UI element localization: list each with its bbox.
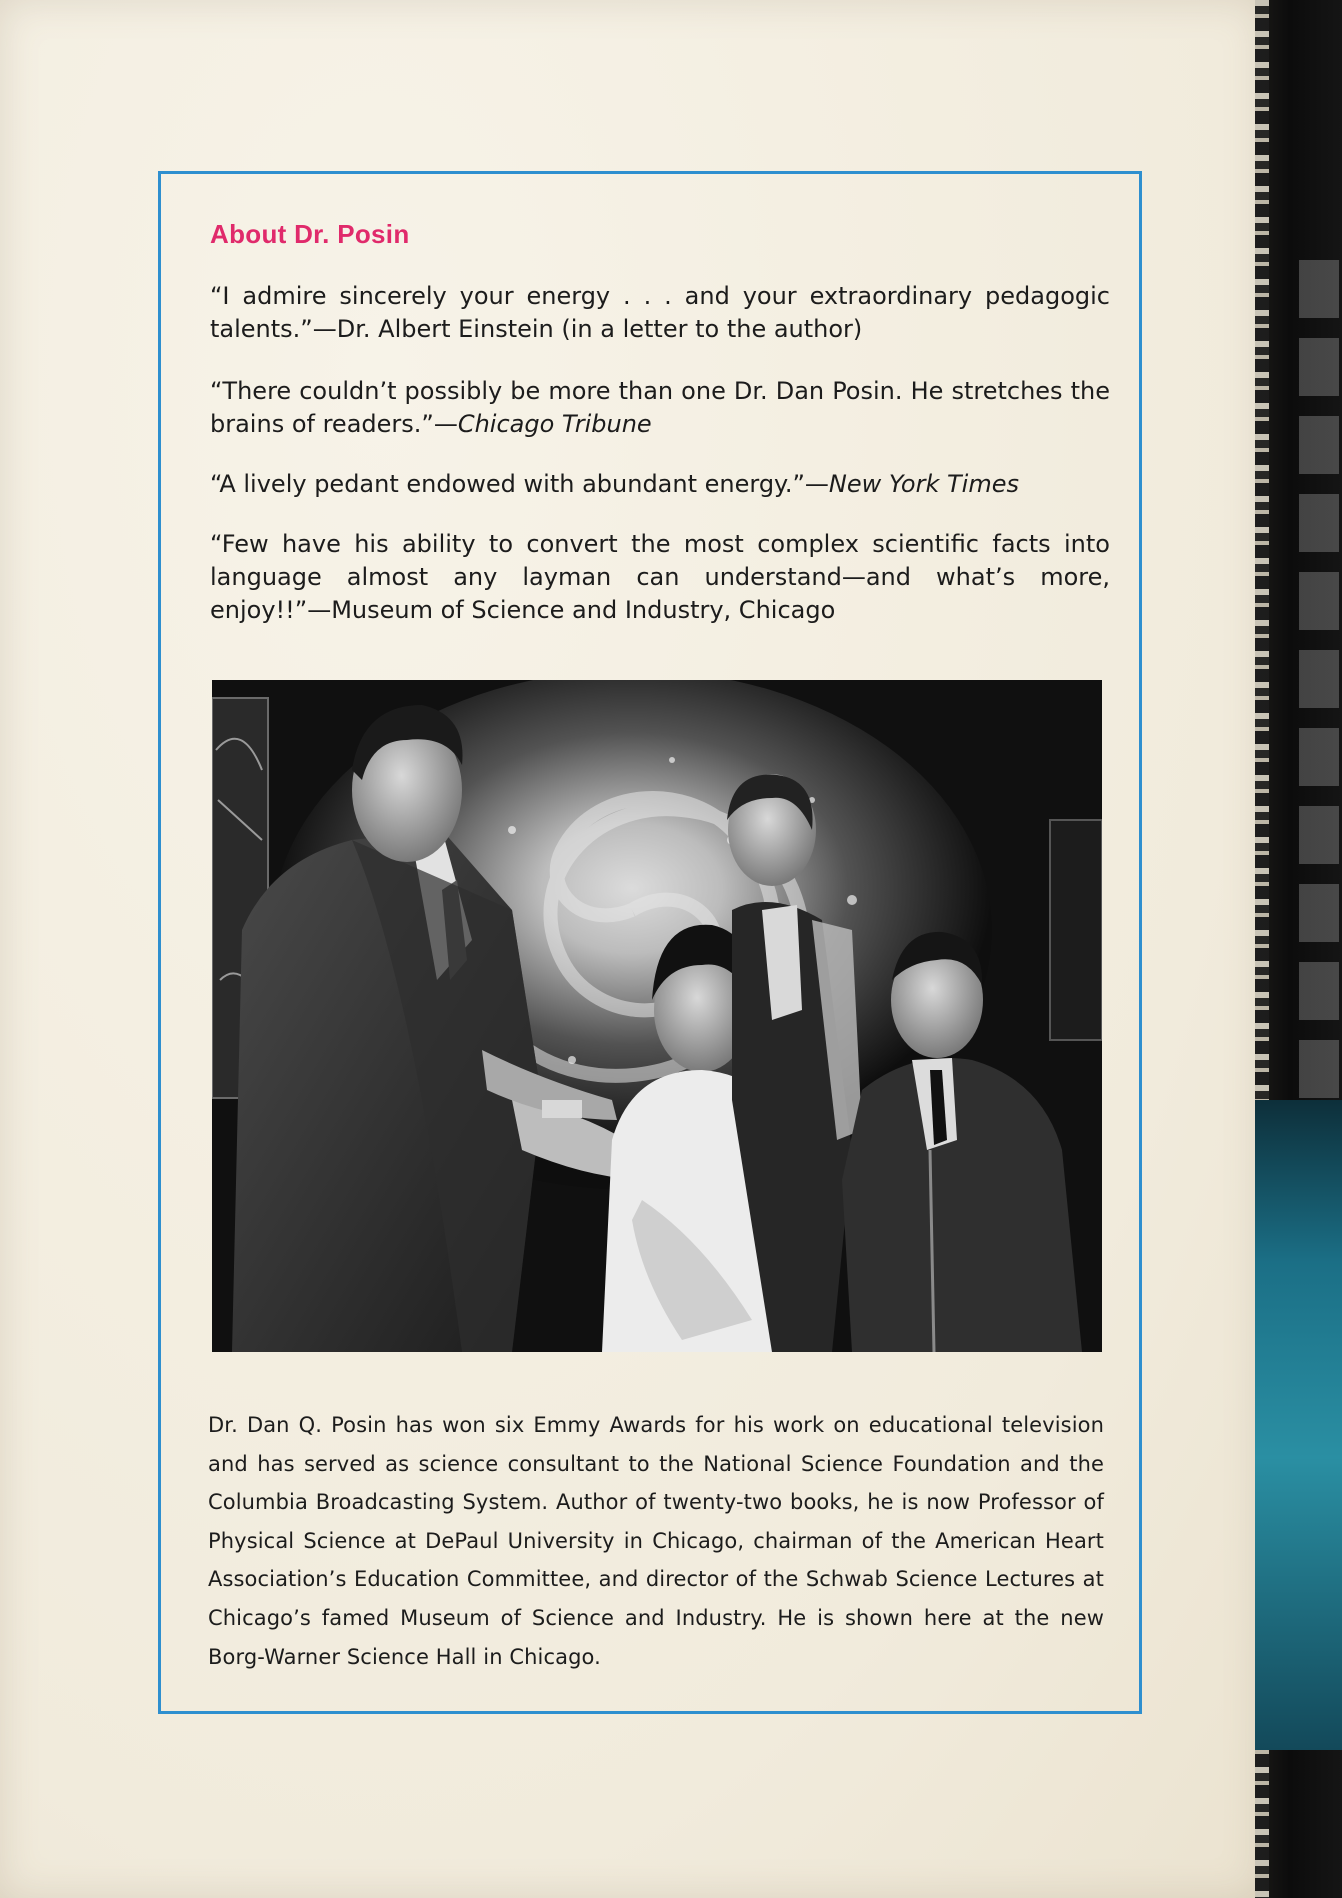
section-heading: About Dr. Posin	[210, 219, 410, 249]
spine-color-band	[1255, 1100, 1342, 1750]
quote-source: Museum of Science and Industry, Chicago	[331, 596, 836, 624]
quote-source: Chicago Tribune	[457, 410, 652, 438]
quote-source: Dr. Albert Einstein (in a letter to the author)	[336, 315, 863, 343]
photograph-illustration	[212, 680, 1102, 1352]
author-photograph	[212, 680, 1102, 1352]
quote-text: “Few have his ability to convert the most complex scientific facts into language almost any layman can understand—and what’s more, enjoy!!”—	[210, 530, 1110, 624]
quote-source: New York Times	[828, 470, 1019, 498]
book-spine	[1255, 0, 1342, 1898]
quote-museum	[210, 528, 1110, 627]
quote-chicago-tribune	[210, 375, 1110, 441]
quote-text: “A lively pedant endowed with abundant energy.”—	[210, 470, 829, 498]
quote-text: “There couldn’t possibly be more than one Dr. Dan Posin. He stretches the brains of readers.”—	[210, 377, 1110, 438]
quote-new-york-times	[210, 468, 1110, 501]
spine-lettering	[1299, 260, 1339, 1160]
author-biography: Dr. Dan Q. Posin has won six Emmy Awards for his work on educational television and has served as science consultant to the National Science Foundation and the Columbia Broadcasting System. Author of twenty-two books, he is now Professor of Physical Science at DePaul University in Chicago, chairman of the American Heart Association’s Education Committee, and director of the Schwab Science Lectures at Chicago’s famed Museum of Science and Industry. He is shown here at the new Borg-Warner Science Hall in Chicago.	[208, 1413, 1104, 1669]
quote-text: “I admire sincerely your energy . . . and your extraordinary pedagogic talents.”—	[210, 282, 1110, 343]
quote-einstein	[210, 280, 1110, 346]
